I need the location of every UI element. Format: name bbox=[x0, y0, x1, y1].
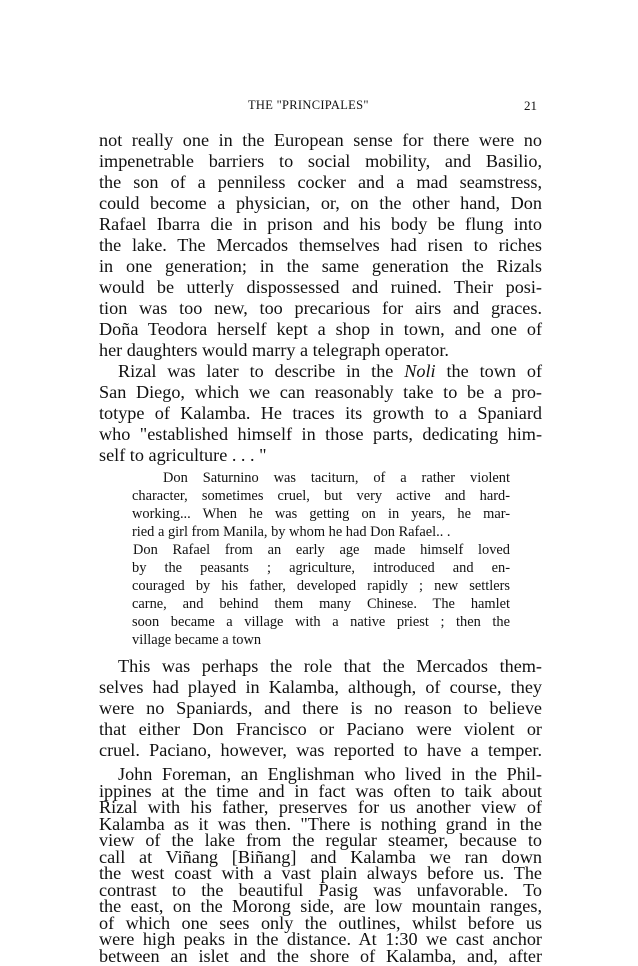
text-line: self to agriculture . . . " bbox=[99, 445, 267, 465]
quote-line: working... When he was getting on in years, he mar- bbox=[132, 506, 510, 522]
quote-line: character, sometimes cruel, but very active and hard- bbox=[132, 488, 510, 504]
text-line: would be utterly dispossessed and ruined. Their posi- bbox=[99, 277, 542, 297]
quote-line: by the peasants ; agriculture, introduced and en- bbox=[132, 560, 510, 576]
text-line: in one generation; in the same generation the Rizals bbox=[99, 256, 542, 276]
text-line: Doña Teodora herself kept a shop in town, and one of bbox=[99, 319, 542, 339]
text-line: contrast to the beautiful Pasig was unfavorable. To bbox=[99, 879, 542, 900]
quote-line: couraged by his father, developed rapidly ; new settlers bbox=[132, 578, 510, 594]
text-line: Rizal with his father, preserves for us another view of bbox=[99, 797, 542, 817]
text-line: could become a physician, or, on the other hand, Don bbox=[99, 193, 542, 213]
paragraph-first-line bbox=[118, 361, 542, 381]
text-line: not really one in the European sense for there were no bbox=[99, 130, 542, 150]
text-line: impenetrable barriers to social mobility, and Basilio, bbox=[99, 151, 542, 171]
text-line: that either Don Francisco or Paciano were violent or bbox=[99, 719, 542, 739]
text-line: selves had played in Kalamba, although, of course, they bbox=[99, 677, 542, 697]
text-line: San Diego, which we can reasonably take to be a pro- bbox=[99, 382, 542, 402]
quote-line: carne, and behind them many Chinese. The hamlet bbox=[132, 596, 510, 612]
text-line: were no Spaniards, and there is no reason to believe bbox=[99, 698, 542, 718]
quote-line: Don Rafael from an early age made himself loved bbox=[133, 542, 510, 558]
text-line: cruel. Paciano, however, was reported to have a temper. bbox=[99, 740, 542, 760]
text-line: call at Viñang [Biñang] and Kalamba we ran down bbox=[99, 846, 542, 867]
text-line: the lake. The Mercados themselves had risen to riches bbox=[99, 235, 542, 255]
text-line: view of the lake from the regular steamer, because to bbox=[99, 830, 542, 850]
text-line: Kalamba as it was then. "There is nothing grand in the bbox=[99, 813, 542, 834]
text-line: the west coast with a vast plain always before us. The bbox=[99, 863, 542, 883]
text-line: who "established himself in those parts, dedicating him- bbox=[99, 424, 542, 444]
text-line: tion was too new, too precarious for airs and graces. bbox=[99, 298, 542, 318]
text-line: the son of a penniless cocker and a mad seamstress, bbox=[99, 172, 542, 192]
text-line: Rafael Ibarra die in prison and his body be flung into bbox=[99, 214, 542, 234]
quote-line: soon became a village with a native priest ; then the bbox=[132, 614, 510, 630]
text-line: This was perhaps the role that the Mercados them- bbox=[118, 656, 542, 676]
quote-line: ried a girl from Manila, by whom he had Don Rafael.. . bbox=[132, 524, 451, 540]
text-line: were high peaks in the distance. At 1:30 we cast anchor bbox=[99, 929, 542, 949]
quote-line: Don Saturnino was taciturn, of a rather violent bbox=[163, 470, 510, 486]
book-title-noli: Noli bbox=[404, 361, 436, 381]
text-line: her daughters would marry a telegraph operator. bbox=[99, 340, 449, 360]
running-head: THE "PRINCIPALES" bbox=[248, 98, 369, 112]
text-line: between an islet and the shore of Kalamba, and, after bbox=[99, 945, 542, 966]
text-line: the east, on the Morong side, are low mountain ranges, bbox=[99, 896, 542, 916]
quote-line: village became a town bbox=[132, 632, 262, 648]
text-line: totype of Kalamba. He traces its growth to a Spaniard bbox=[99, 403, 542, 423]
text-line: ippines at the time and in fact was often to taik about bbox=[99, 780, 542, 801]
text-fragment: the town of bbox=[446, 361, 543, 381]
text-fragment: Rizal was later to describe in the bbox=[118, 361, 394, 381]
page-number: 21 bbox=[524, 98, 537, 113]
text-line: John Foreman, an Englishman who lived in the Phil- bbox=[118, 764, 542, 784]
text-line: of which one sees only the outlines, whilst before us bbox=[99, 912, 542, 933]
